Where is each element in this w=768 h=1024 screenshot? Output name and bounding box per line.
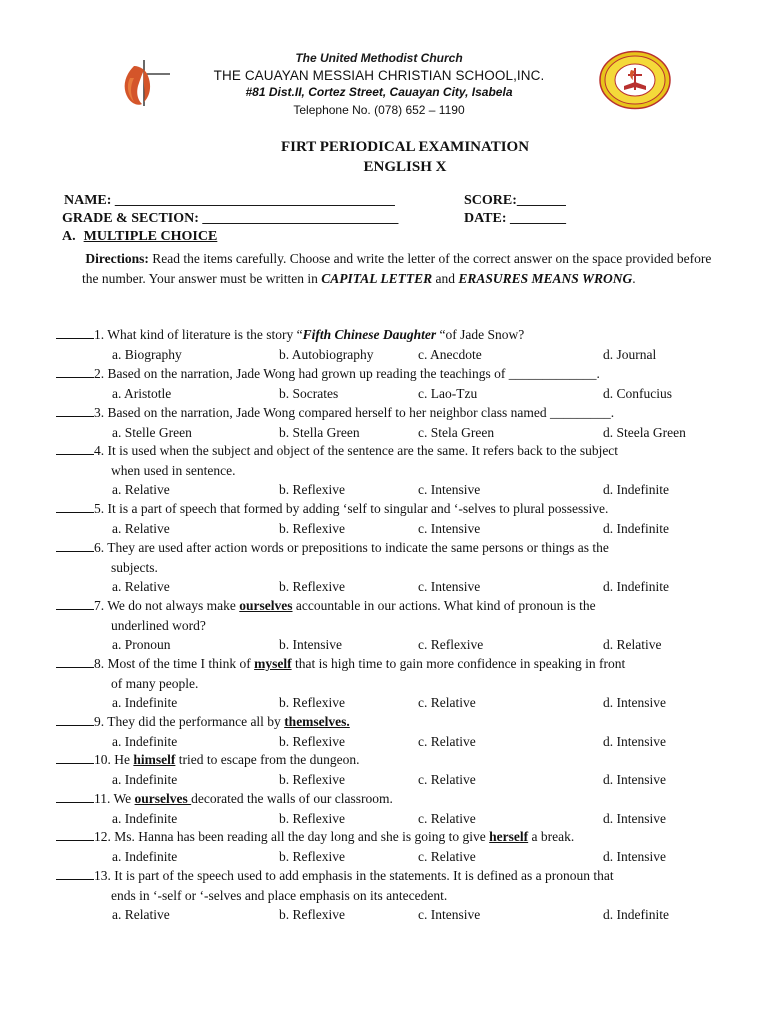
question-stem: It is part of the speech used to add emphasis in the statements. It is defined as a pronoun that xyxy=(110,868,614,883)
answer-options xyxy=(0,384,700,403)
answer-blank[interactable] xyxy=(56,404,94,417)
answer-option[interactable]: a. Relative xyxy=(112,482,170,497)
underlined-word: ourselves xyxy=(239,598,293,613)
answer-option[interactable]: d. Indefinite xyxy=(603,482,669,497)
question-text xyxy=(56,789,716,809)
answer-option[interactable]: d. Indefinite xyxy=(603,579,669,594)
question-text xyxy=(56,750,716,770)
section-title: MULTIPLE CHOICE xyxy=(83,229,218,244)
answer-option[interactable]: a. Relative xyxy=(112,907,170,922)
question-item xyxy=(56,712,716,732)
question-item xyxy=(56,403,716,423)
question-text xyxy=(56,499,716,519)
question-stem-end: a break. xyxy=(528,829,575,844)
underlined-word: myself xyxy=(254,656,292,671)
answer-options xyxy=(0,635,700,654)
question-stem: We do not always make xyxy=(104,598,240,613)
answer-option[interactable]: a. Indefinite xyxy=(112,733,178,749)
question-stem: We xyxy=(110,791,135,806)
exam-title-block xyxy=(0,137,768,177)
question-stem: Based on the narration, Jade Wong had grown up reading the teachings of _____________. xyxy=(104,366,600,381)
answer-option[interactable]: c. Relative xyxy=(418,810,476,826)
question-number: 5. xyxy=(94,501,105,516)
question-stem: It is a part of speech that formed by adding ‘self to singular and ‘-selves to plural possessive. xyxy=(104,501,609,516)
question-number: 13. xyxy=(94,868,111,883)
question-item xyxy=(56,789,716,809)
answer-option[interactable]: d. Indefinite xyxy=(603,907,669,922)
question-text xyxy=(56,441,716,461)
answer-blank[interactable] xyxy=(56,442,94,455)
answer-option[interactable]: b. Reflexive xyxy=(279,520,345,536)
answer-option[interactable]: c. Relative xyxy=(418,695,476,710)
section-letter: A. xyxy=(62,229,76,244)
answer-option[interactable]: a. Relative xyxy=(112,579,170,594)
question-text xyxy=(56,325,716,345)
answer-option[interactable]: a. Biography xyxy=(112,346,182,362)
question-item xyxy=(56,750,716,770)
name-field[interactable]: NAME: ________________________________________ xyxy=(64,193,395,208)
underlined-word: ourselves xyxy=(134,791,192,806)
question-stem: Based on the narration, Jade Wong compared herself to her neighbor class named _________. xyxy=(104,405,615,420)
question-item xyxy=(56,866,716,905)
question-stem-end: decorated the walls of our classroom. xyxy=(191,791,393,806)
question-item xyxy=(56,441,716,480)
question-number: 3. xyxy=(94,405,105,420)
answer-options xyxy=(0,693,700,712)
directions-text: Read the items carefully. Choose and write the letter of the correct answer on the space provided before the number. Your answer must be written in xyxy=(82,251,712,286)
question-item xyxy=(56,499,716,519)
question-stem-end: accountable in our actions. What kind of pronoun is the xyxy=(292,598,596,613)
question-number: 1. xyxy=(94,327,105,342)
exam-subject: ENGLISH X xyxy=(363,159,447,175)
story-title: Fifth Chinese Daughter xyxy=(302,327,437,342)
answer-option[interactable]: c. Stela Green xyxy=(418,424,495,440)
answer-options xyxy=(0,770,700,789)
question-number: 11. xyxy=(94,791,111,806)
answer-option[interactable]: d. Relative xyxy=(603,637,662,652)
answer-option[interactable]: a. Aristotle xyxy=(112,385,172,401)
answer-option[interactable]: b. Reflexive xyxy=(279,579,345,594)
answer-option[interactable]: b. Reflexive xyxy=(279,848,345,864)
question-text xyxy=(56,866,716,886)
directions-text-and: and xyxy=(432,270,459,286)
question-stem-end: “of Jade Snow? xyxy=(436,327,525,342)
question-stem: It is used when the subject and object of the sentence are the same. It refers back to the subject xyxy=(104,443,619,458)
question-text xyxy=(56,596,716,616)
answer-option[interactable]: b. Reflexive xyxy=(279,771,345,787)
answer-options xyxy=(0,480,700,499)
school-name: THE CAUAYAN MESSIAH CHRISTIAN SCHOOL,INC. xyxy=(213,68,545,83)
directions xyxy=(82,249,712,288)
score-field[interactable]: SCORE:_______ xyxy=(464,193,566,208)
answer-option[interactable]: b. Reflexive xyxy=(279,907,345,922)
answer-option[interactable]: c. Intensive xyxy=(418,482,481,497)
answer-option[interactable]: d. Indefinite xyxy=(603,520,669,536)
question-continuation: of many people. xyxy=(111,675,199,691)
question-continuation: when used in sentence. xyxy=(111,462,236,478)
answer-blank[interactable] xyxy=(56,500,94,513)
underlined-word: themselves. xyxy=(284,714,350,729)
answer-option[interactable]: b. Autobiography xyxy=(279,346,374,362)
answer-option[interactable]: a. Relative xyxy=(112,520,170,536)
directions-emphasis-erasures: ERASURES MEANS WRONG xyxy=(458,270,633,286)
question-item xyxy=(56,325,716,345)
answer-option[interactable]: b. Reflexive xyxy=(279,810,345,826)
question-text xyxy=(56,654,716,674)
answer-options xyxy=(0,423,700,442)
exam-title: FIRT PERIODICAL EXAMINATION xyxy=(280,139,530,155)
question-number: 7. xyxy=(94,598,105,613)
question-item xyxy=(56,596,716,635)
question-stem: Most of the time I think of xyxy=(104,656,255,671)
question-continuation: underlined word? xyxy=(111,617,206,633)
answer-option[interactable]: b. Reflexive xyxy=(279,733,345,749)
directions-period: . xyxy=(632,270,636,286)
answer-blank[interactable] xyxy=(56,713,94,726)
answer-options xyxy=(0,519,700,538)
answer-option[interactable]: d. Intensive xyxy=(603,771,666,787)
answer-option[interactable]: d. Intensive xyxy=(603,810,666,826)
answer-option[interactable]: d. Steela Green xyxy=(603,424,686,440)
school-header xyxy=(0,50,768,120)
question-item xyxy=(56,538,716,577)
question-number: 8. xyxy=(94,656,105,671)
answer-option[interactable]: b. Reflexive xyxy=(279,695,345,710)
answer-options xyxy=(0,809,700,828)
question-stem: He xyxy=(110,752,134,767)
answer-option[interactable]: b. Stella Green xyxy=(279,424,360,440)
question-text xyxy=(56,364,716,384)
question-stem: Ms. Hanna has been reading all the day long and she is going to give xyxy=(110,829,490,844)
answer-option[interactable]: d. Intensive xyxy=(603,695,666,710)
answer-option[interactable]: b. Socrates xyxy=(279,385,339,401)
answer-options xyxy=(0,847,700,866)
answer-option[interactable]: d. Confucius xyxy=(603,385,672,401)
answer-option[interactable]: d. Intensive xyxy=(603,848,666,864)
answer-option[interactable]: a. Indefinite xyxy=(112,810,178,826)
answer-option[interactable]: c. Intensive xyxy=(418,520,481,536)
question-continuation: subjects. xyxy=(111,559,158,575)
question-text xyxy=(56,712,716,732)
directions-label: Directions: xyxy=(85,251,149,266)
answer-blank[interactable] xyxy=(56,751,94,764)
answer-blank[interactable] xyxy=(56,828,94,841)
answer-option[interactable]: b. Reflexive xyxy=(279,482,345,497)
answer-option[interactable]: c. Relative xyxy=(418,771,476,787)
directions-emphasis-capital: CAPITAL LETTER xyxy=(321,270,433,286)
answer-options xyxy=(0,345,700,364)
question-stem: What kind of literature is the story “ xyxy=(104,327,303,342)
question-stem: They did the performance all by xyxy=(104,714,285,729)
question-text xyxy=(56,538,716,558)
date-field[interactable]: DATE: ________ xyxy=(464,211,567,226)
answer-option[interactable]: d. Journal xyxy=(603,346,657,362)
question-stem: They are used after action words or prepositions to indicate the same persons or things as the xyxy=(104,540,609,555)
question-number: 4. xyxy=(94,443,105,458)
school-address: #81 Dist.II, Cortez Street, Cauayan City, Isabela xyxy=(245,85,513,99)
school-telephone: Telephone No. (078) 652 – 1190 xyxy=(293,103,465,117)
question-number: 10. xyxy=(94,752,111,767)
answer-option[interactable]: c. Lao-Tzu xyxy=(418,385,478,401)
question-number: 6. xyxy=(94,540,105,555)
grade-section-field[interactable]: GRADE & SECTION: ____________________________ xyxy=(62,211,399,226)
answer-blank[interactable] xyxy=(56,790,94,803)
answer-blank[interactable] xyxy=(56,365,94,378)
question-continuation: ends in ‘-self or ‘-selves and place emphasis on its antecedent. xyxy=(111,887,448,903)
answer-blank[interactable] xyxy=(56,539,94,552)
answer-option[interactable]: c. Reflexive xyxy=(418,637,484,652)
answer-blank[interactable] xyxy=(56,597,94,610)
church-name: The United Methodist Church xyxy=(295,51,463,65)
answer-options xyxy=(0,577,700,596)
answer-option[interactable]: c. Relative xyxy=(418,733,476,749)
answer-option[interactable]: b. Intensive xyxy=(279,637,342,652)
answer-option[interactable]: a. Indefinite xyxy=(112,771,178,787)
question-item xyxy=(56,654,716,693)
answer-options xyxy=(0,905,700,924)
question-stem-end: that is high time to gain more confidence in speaking in front xyxy=(291,656,626,671)
question-item xyxy=(56,364,716,384)
underlined-word: herself xyxy=(489,829,529,844)
answer-blank[interactable] xyxy=(56,867,94,880)
answer-option[interactable]: d. Intensive xyxy=(603,733,666,749)
question-item xyxy=(56,827,716,847)
section-heading xyxy=(62,229,217,245)
answer-options xyxy=(0,732,700,751)
answer-option[interactable]: c. Intensive xyxy=(418,579,481,594)
answer-blank[interactable] xyxy=(56,326,94,339)
underlined-word: himself xyxy=(133,752,176,767)
answer-option[interactable]: c. Relative xyxy=(418,848,476,864)
answer-option[interactable]: c. Intensive xyxy=(418,907,481,922)
answer-option[interactable]: c. Anecdote xyxy=(418,346,482,362)
answer-option[interactable]: a. Indefinite xyxy=(112,848,178,864)
question-number: 12. xyxy=(94,829,111,844)
question-text xyxy=(56,827,716,847)
question-text xyxy=(56,403,716,423)
question-number: 9. xyxy=(94,714,105,729)
answer-option[interactable]: a. Indefinite xyxy=(112,695,178,710)
question-number: 2. xyxy=(94,366,105,381)
answer-option[interactable]: a. Pronoun xyxy=(112,637,171,652)
answer-option[interactable]: a. Stelle Green xyxy=(112,424,192,440)
answer-blank[interactable] xyxy=(56,655,94,668)
question-stem-end: tried to escape from the dungeon. xyxy=(175,752,360,767)
